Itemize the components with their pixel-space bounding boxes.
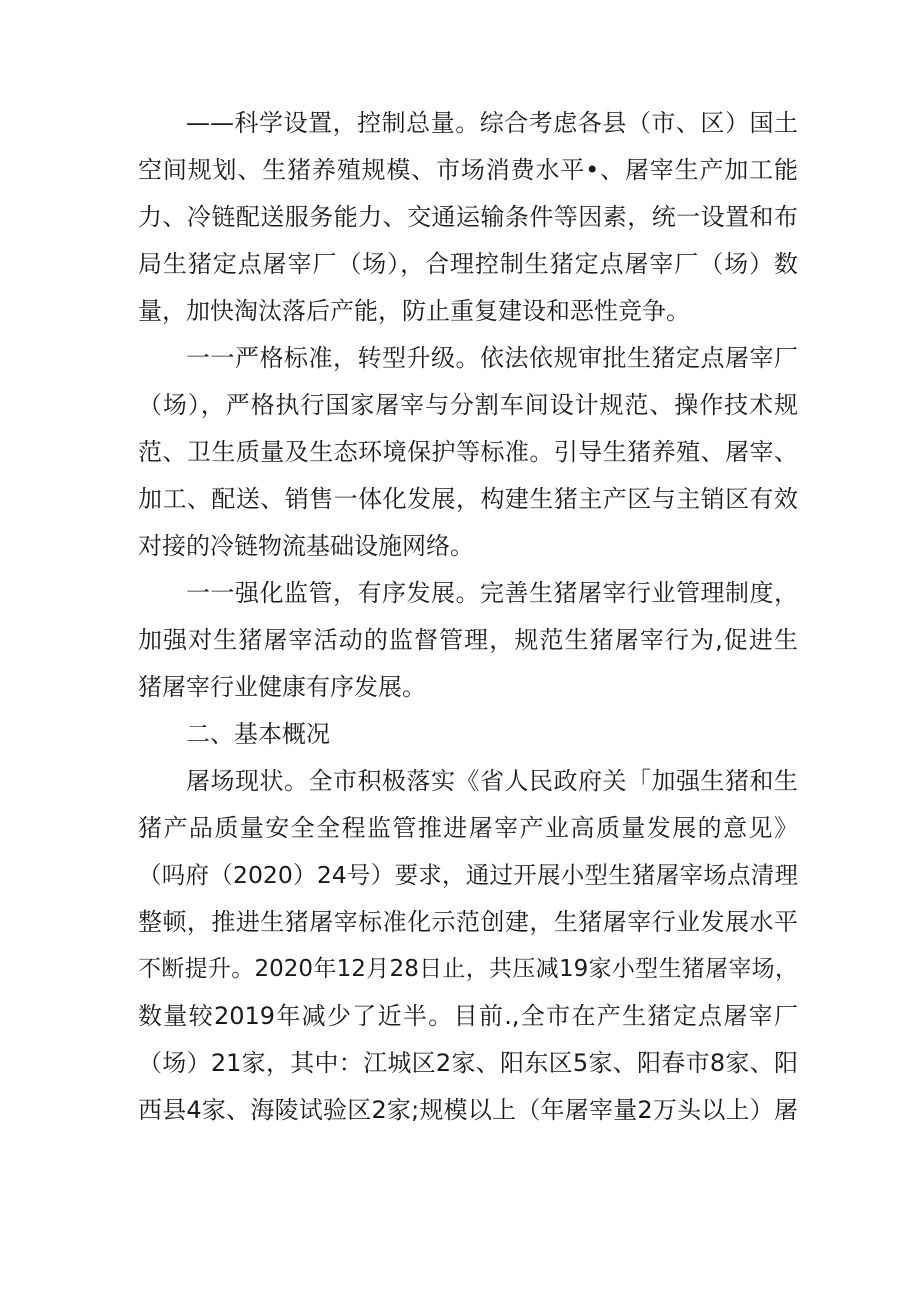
text-line: 对接的冷链物流基础设施网络。 (138, 532, 474, 560)
para-scientific-setup (138, 100, 798, 335)
para-strengthen-supervision (138, 570, 798, 711)
text-line: 力、冷链配送服务能力、交通运输条件等因素，统一设置和布 (138, 203, 798, 231)
section-heading-basic-overview (138, 711, 798, 758)
text-line: （吗府（2020）24号）要求，通过开展小型生猪屠宰场点清理 (138, 861, 798, 889)
para-strict-standards (138, 335, 798, 570)
text-line: 西县4家、海陵试验区2家;规模以上（年屠宰量2万头以上）屠 (138, 1096, 798, 1124)
text-line: 量，加快淘汰落后产能，防止重复建设和恶性竞争。 (138, 297, 690, 325)
document-body (138, 100, 798, 1134)
para-slaughter-status (138, 758, 798, 1134)
text-line: 整顿，推进生猪屠宰标准化示范创建，生猪屠宰行业发展水平 (138, 908, 798, 936)
text-line: 猪屠宰行业健康有序发展。 (138, 673, 426, 701)
text-line: 猪产品质量安全全程监管推进屠宰产业高质量发展的意见》 (138, 814, 798, 842)
text-line: 数量较2019年减少了近半。目前.,全市在产生猪定点屠宰厂 (138, 1002, 798, 1030)
text-line: （场）21家，其中：江城区2家、阳东区5家、阳春市8家、阳 (138, 1049, 798, 1077)
text-line: 局生猪定点屠宰厂（场），合理控制生猪定点屠宰厂（场）数 (138, 250, 798, 278)
text-line: 一一强化监管，有序发展。完善生猪屠宰行业管理制度， (186, 579, 798, 607)
text-line: 加强对生猪屠宰活动的监督管理，规范生猪屠宰行为,促进生 (138, 626, 798, 654)
text-line: ——科学设置，控制总量。综合考虑各县（市、区）国土 (186, 109, 798, 137)
text-line: 一一严格标准，转型升级。依法依规审批生猪定点屠宰厂 (186, 344, 798, 372)
text-line: 不断提升。2020年12月28日止，共压减19家小型生猪屠宰场， (138, 956, 798, 982)
text-line: （场），严格执行国家屠宰与分割车间设计规范、操作技术规 (138, 391, 798, 419)
text-line: 屠场现状。全市积极落实《省人民政府关「加强生猪和生 (186, 767, 798, 795)
text-line: 范、卫生质量及生态环境保护等标准。引导生猪养殖、屠宰、 (138, 438, 798, 466)
section-heading: 二、基本概况 (186, 720, 330, 748)
text-line: 加工、配送、销售一体化发展，构建生猪主产区与主销区有效 (138, 485, 798, 513)
text-line: 空间规划、生猪养殖规模、市场消费水平•、屠宰生产加工能 (138, 156, 798, 184)
